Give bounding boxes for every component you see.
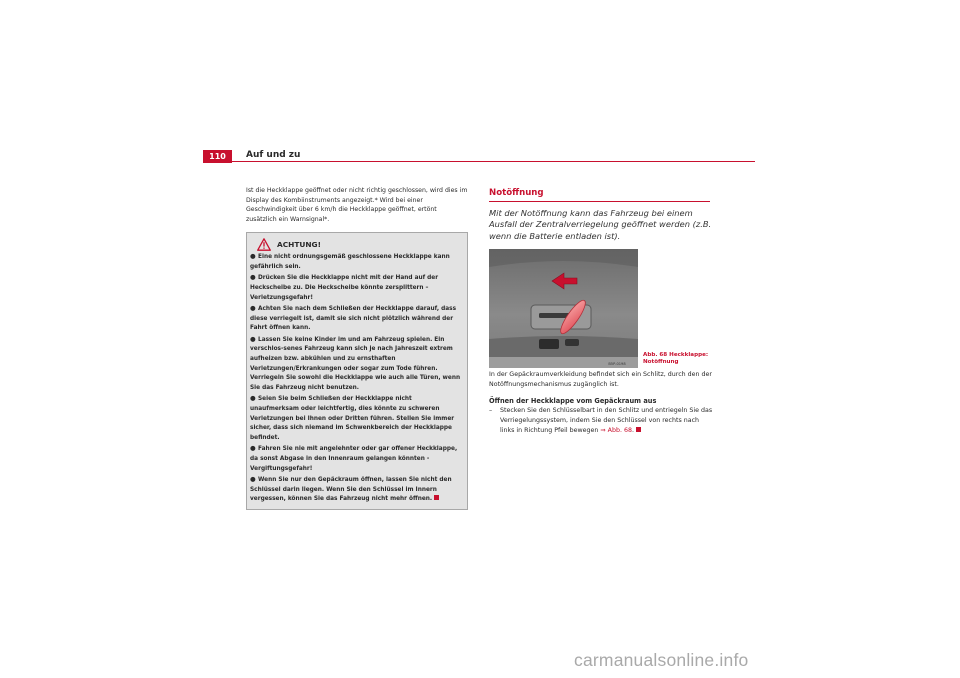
warning-item: ● Wenn Sie nur den Gepäckraum öffnen, lassen Sie nicht den Schlüssel darin liegen. Wenn Sie den Schlüssel im Innern vergessen, können Sie das Fahrzeug nicht mehr öffnen. [250, 474, 452, 503]
warning-item: ● Eine nicht ordnungsgemäß geschlossene Heckklappe kann gefährlich sein. [250, 252, 450, 271]
warning-box [246, 232, 468, 510]
bullet-icon: ● [250, 303, 256, 312]
right-column [489, 188, 714, 436]
warning-header [250, 237, 461, 251]
chapter-title: Auf und zu [246, 150, 301, 160]
figure-reference-link[interactable]: ⇒ Abb. 68 [600, 427, 632, 435]
watermark: carmanualsonline.info [574, 650, 749, 670]
section-end-icon [434, 495, 439, 500]
warning-title: ACHTUNG! [277, 239, 321, 249]
intro-paragraph: Ist die Heckklappe geöffnet oder nicht richtig geschlossen, wird dies im Display des Kombiinstruments angezeigt.* Wird bei einer Geschwindigkeit über 6 km/h die Heckklappe geöffnet, ertönt zusätzlich ein Warnsignal*. [246, 187, 468, 223]
emergency-release-figure [489, 249, 638, 368]
warning-item: ● Seien Sie beim Schließen der Heckklappe nicht unaufmerksam oder leichtfertig, dies könnte zu schweren Verletzungen bei Ihnen oder Dritten führen. Stellen Sie immer sicher, dass sich niemand im Schwenkbereich der Heckklappe befindet. [250, 394, 455, 442]
page-number: 110 [203, 150, 232, 163]
figure-caption: Abb. 68 Heckklappe: Notöffnung [643, 351, 709, 366]
lead-paragraph: Mit der Notöffnung kann das Fahrzeug bei einem Ausfall der Zentralverriegelung geöffnet werden (z.B. wenn die Batterie entladen ist). [489, 208, 712, 241]
warning-triangle-icon [257, 238, 271, 251]
section-title: Notöffnung [489, 188, 710, 202]
instruction-step [489, 406, 714, 435]
header-rule [203, 161, 755, 162]
warning-item: ● Lassen Sie keine Kinder im und am Fahrzeug spielen. Ein verschlos-senes Fahrzeug kann sich je nach Jahreszeit extrem aufheizen bzw. abkühlen und zu ernsthaften Verletzungen/Erkrankungen oder sogar zum Tode führen. Verriegeln Sie sowohl die Heckklappe wie auch alle Türen, wenn Sie das Fahrzeug nicht benutzen. [250, 334, 461, 392]
left-column [246, 186, 468, 510]
warning-item: ● Fahren Sie nie mit angelehnter oder gar offener Heckklappe, da sonst Abgase in den Innenraum gelangen könnten - Vergiftungsgefahr! [250, 444, 458, 472]
figure-code: B5P-0198 [608, 361, 626, 366]
subheading: Öffnen der Heckklappe vom Gepäckraum aus [489, 397, 657, 406]
section-end-icon [636, 427, 641, 432]
figure-row [489, 249, 714, 370]
bullet-icon: ● [250, 273, 256, 282]
bullet-icon: ● [250, 252, 256, 261]
bullet-icon: ● [250, 334, 256, 343]
step-text: Stecken Sie den Schlüsselbart in den Schlitz und entriegeln Sie das Verriegelungssystem, indem Sie den Schlüssel von rechts nach links in Richtung Pfeil bewegen ⇒ Abb. 68. [500, 407, 713, 435]
warning-item: ● Achten Sie nach dem Schließen der Heckklappe darauf, dass diese verriegelt ist, damit sie sich nicht plötzlich während der Fahrt öffnen kann. [250, 303, 457, 332]
body-paragraph: In der Gepäckraumverkleidung befindet sich ein Schlitz, durch den der Notöffnungsmechanismus zugänglich ist. [489, 370, 713, 388]
step-dash: – [489, 407, 493, 415]
bullet-icon: ● [250, 474, 256, 483]
warning-item: ● Drücken Sie die Heckklappe nicht mit der Hand auf der Heckscheibe zu. Die Heckscheibe könnte zersplittern – Verletzungsgefahr! [250, 273, 439, 301]
bullet-icon: ● [250, 394, 256, 403]
bullet-icon: ● [250, 444, 256, 453]
